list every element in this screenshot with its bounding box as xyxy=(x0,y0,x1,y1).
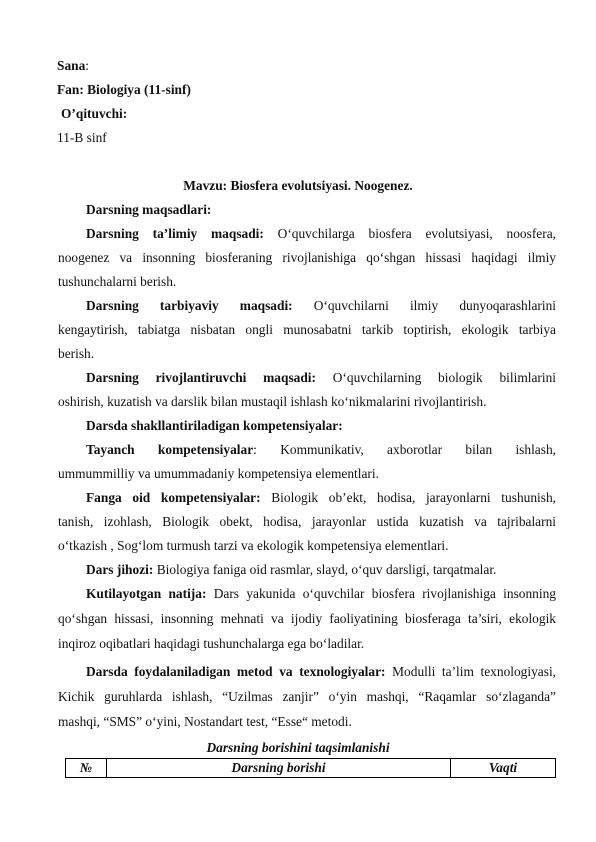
upbringing-goal-line-1 xyxy=(86,298,556,314)
educational-goal-label: Darsning ta’limiy maqsadi: xyxy=(86,226,264,241)
teacher-line: O’qituvchi: xyxy=(61,106,128,121)
competencies-heading: Darsda shakllantiriladigan kompetensiyalar: xyxy=(86,418,343,433)
equipment-text: Biologiya faniga oid rasmlar, slayd, o‘quv darsligi, tarqatmalar. xyxy=(156,562,497,577)
subject-competencies-text-1: Biologik ob’ekt, hodisa, jarayonlarni tushunish, xyxy=(271,490,556,505)
topic-title: Mavzu: Biosfera evolutsiyasi. Noogenez. xyxy=(183,178,413,193)
core-competencies-line-2: ummummilliy va umummadaniy kompetensiya elementlari. xyxy=(58,466,379,481)
developmental-goal-text-1: O‘quvchilarning biologik bilimlarini xyxy=(332,370,556,385)
subject-competencies-line-3: o‘tkazish , Sog‘lom turmush tarzi va ekologik kompetensiya elementlari. xyxy=(58,538,449,553)
upbringing-goal-line-2: kengaytirish, tabiatga nisbatan ongli munosabatni tarkib toptirish, ekologik tarbiya xyxy=(58,322,556,337)
expected-result-text-1: Dars yakunida o‘quvchilar biosfera rivojlanishiga insonning xyxy=(213,586,556,601)
plan-table-header-row xyxy=(66,759,556,778)
methods-line-3: mashqi, “SMS” o‘yini, Nostandart test, “Esse“ metodi. xyxy=(58,714,352,729)
subject-competencies-line-1 xyxy=(86,490,556,506)
plan-table xyxy=(65,758,556,778)
subject-competencies-line-2: tanish, izohlash, Biologik obekt, hodisa, jarayonlar ustida kuzatish va tajribalarni xyxy=(58,514,556,529)
methods-label: Darsda foydalaniladigan metod va texnologiyalar: xyxy=(86,664,386,679)
developmental-goal-line-2: oshirish, kuzatish va darslik bilan mustaqil ishlash ko‘nikmalarini rivojlantirish. xyxy=(58,394,487,409)
subject-line: Fan: Biologiya (11-sinf) xyxy=(57,82,191,97)
developmental-goal-label: Darsning rivojlantiruvchi maqsadi: xyxy=(86,370,316,385)
methods-line-2: Kichik guruhlarda ishlash, “Uzilmas zanjir” o‘yin mashqi, “Raqamlar so‘zlaganda” xyxy=(58,689,556,704)
upbringing-goal-line-3: berish. xyxy=(58,346,95,361)
expected-result-line-2: qo‘shgan hissasi, insonning mehnati va ijodiy faoliyatining biosferaga ta’siri, ekologik xyxy=(58,611,556,626)
subject-competencies-label: Fanga oid kompetensiyalar: xyxy=(86,490,261,505)
date-colon: : xyxy=(85,58,90,73)
methods-text-1: Modulli ta’lim texnologiyasi, xyxy=(392,664,557,679)
core-competencies-colon: : xyxy=(253,442,257,457)
expected-result-line-1 xyxy=(86,586,556,602)
date-line xyxy=(57,58,89,74)
date-label: Sana xyxy=(57,58,86,73)
plan-title: Darsning borishini taqsimlanishi xyxy=(206,740,390,755)
educational-goal-line-1 xyxy=(86,226,556,242)
expected-result-line-3: inqiroz oqibatlari haqidagi tushunchalarga ega bo‘ladilar. xyxy=(58,636,365,651)
equipment-label: Dars jihozi: xyxy=(86,562,154,577)
core-competencies-label: Tayanch kompetensiyalar xyxy=(86,442,254,457)
plan-column-time: Vaqti xyxy=(451,759,556,778)
plan-column-progress: Darsning borishi xyxy=(107,759,451,778)
educational-goal-text-1: O‘quvchilarga biosfera evolutsiyasi, noosfera, xyxy=(277,226,556,241)
upbringing-goal-label: Darsning tarbiyaviy maqsadi: xyxy=(86,298,293,313)
core-competencies-line-1 xyxy=(86,442,556,458)
upbringing-goal-text-1: O‘quvchilarni ilmiy dunyoqarashlarini xyxy=(313,298,556,313)
developmental-goal-line-1 xyxy=(86,370,556,386)
class-line: 11-B sinf xyxy=(57,130,107,145)
goals-heading: Darsning maqsadlari: xyxy=(86,202,212,217)
expected-result-label: Kutilayotgan natija: xyxy=(86,586,207,601)
core-competencies-text-1: Kommunikativ, axborotlar bilan ishlash, xyxy=(280,442,557,457)
equipment-line xyxy=(86,562,496,578)
educational-goal-line-3: tushunchalarni berish. xyxy=(58,274,177,289)
plan-column-number: № xyxy=(66,759,107,778)
methods-line-1 xyxy=(86,664,556,680)
educational-goal-line-2: noogenez va insonning biosferaning rivojlanishiga qo‘shgan hissasi haqidagi ilmiy xyxy=(58,250,556,265)
